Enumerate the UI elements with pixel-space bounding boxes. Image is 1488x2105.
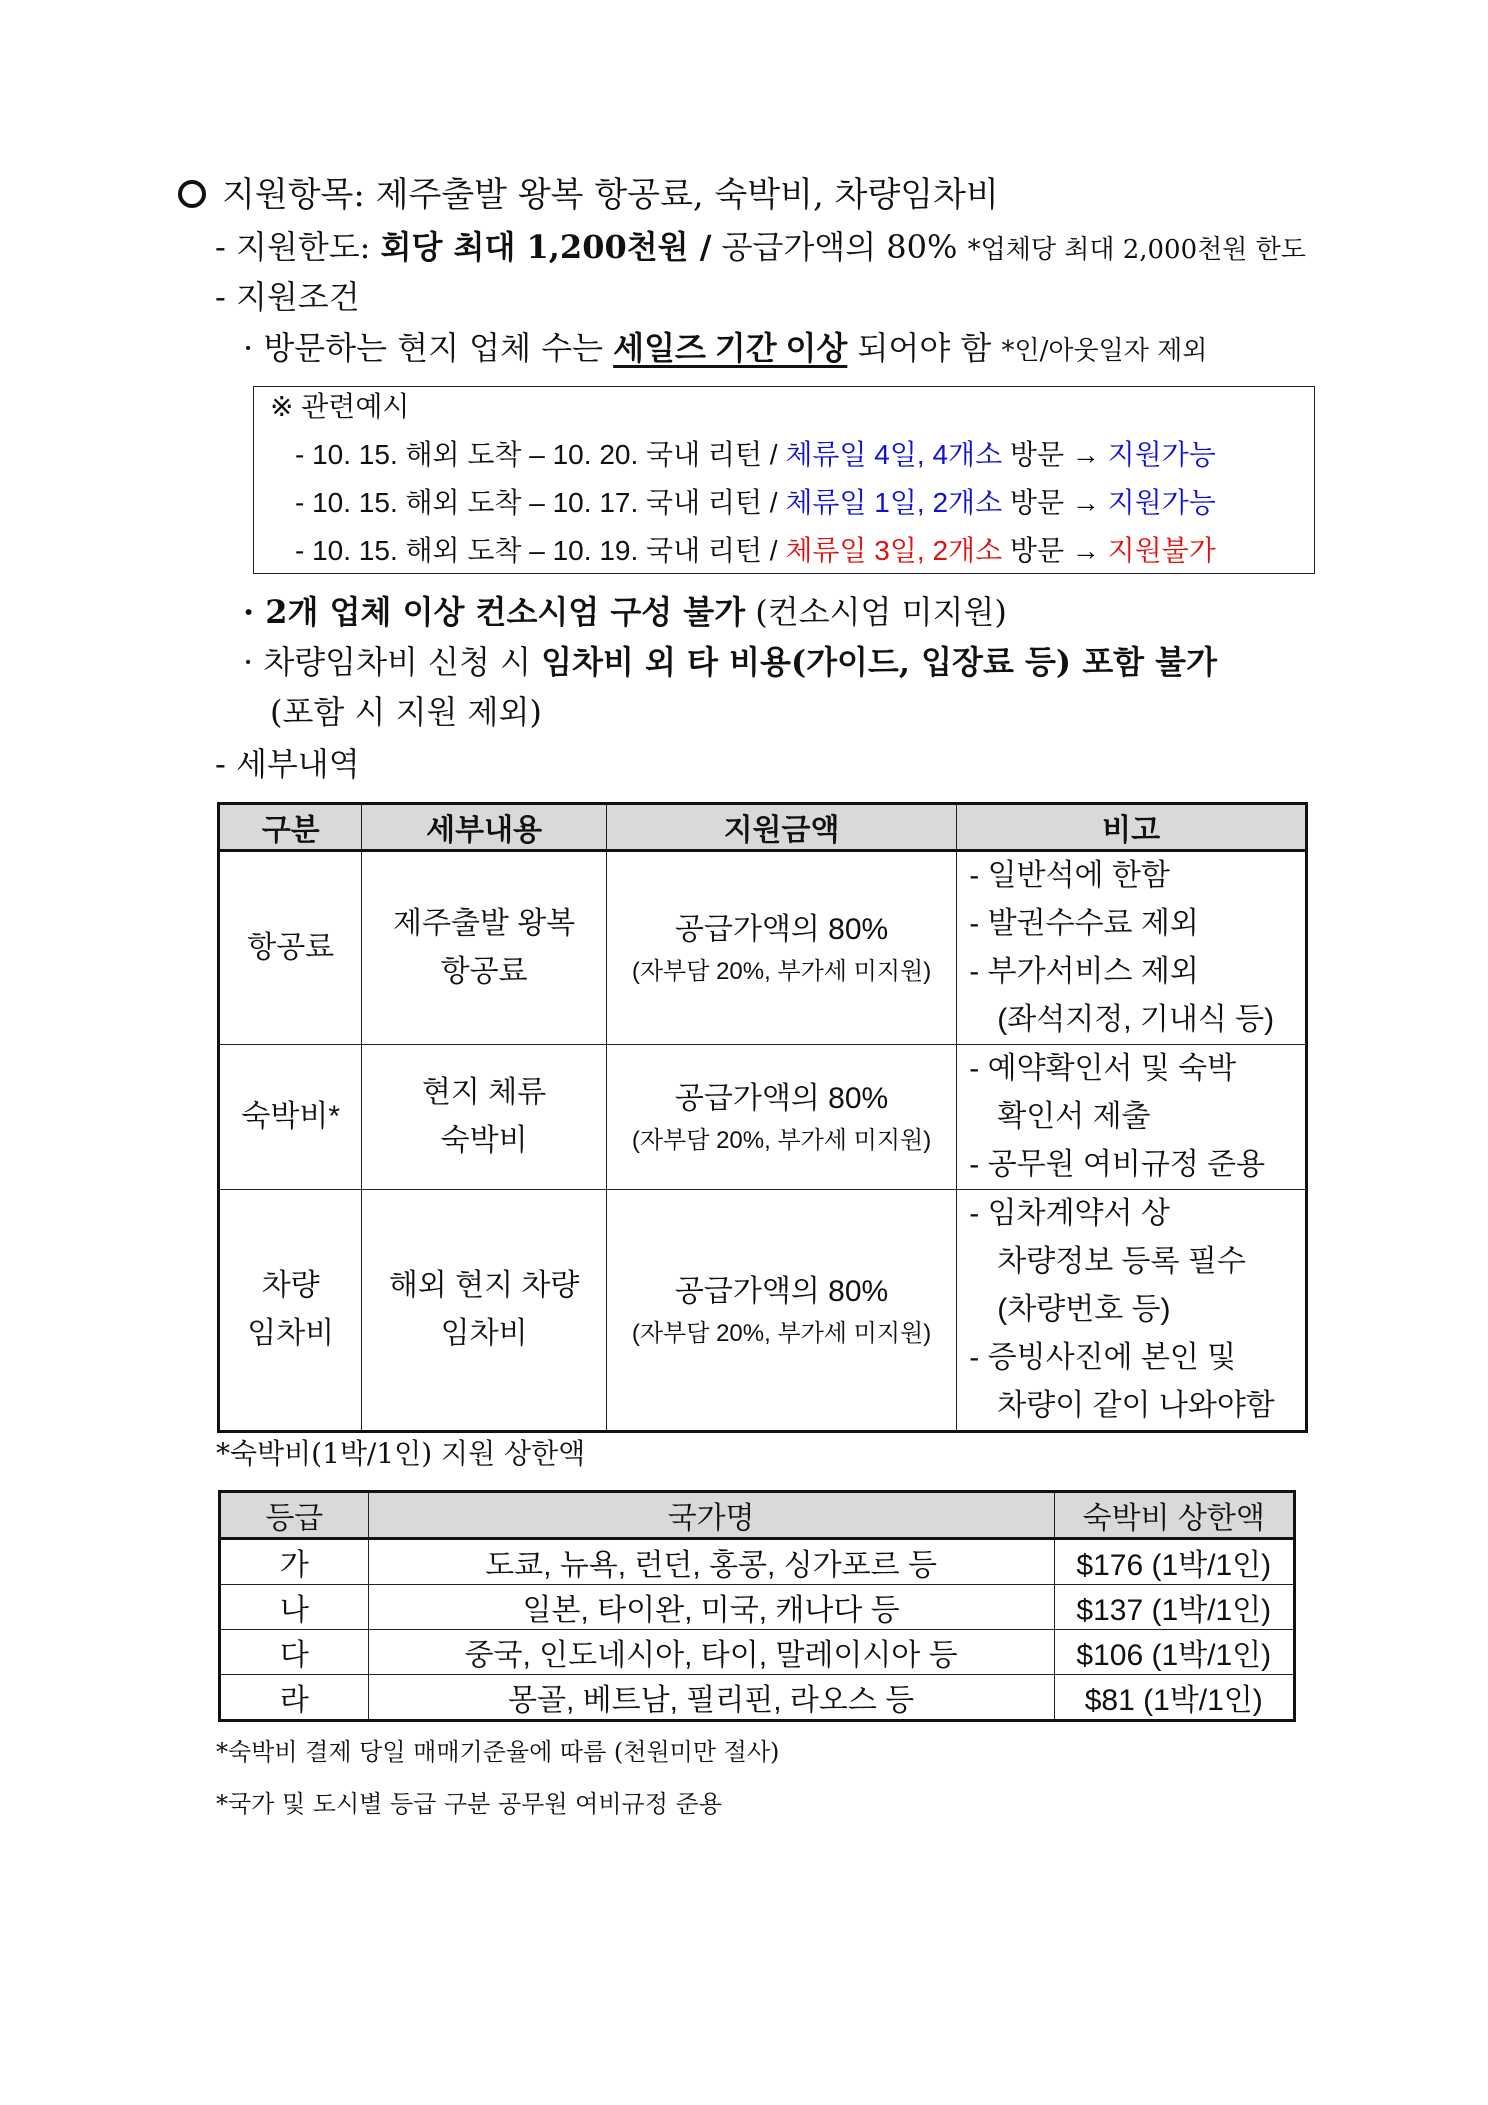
detail-cell: 해외 현지 차량 임차비 [362, 1190, 606, 1432]
category-cell: 차량 임차비 [219, 1190, 362, 1432]
vehicle-rule: · 차량임차비 신청 시 임차비 외 타 비용(가이드, 입장료 등) 포함 불가 [243, 643, 1217, 681]
countries-cell: 몽골, 베트남, 필리핀, 라오스 등 [368, 1675, 1054, 1721]
category-cell: 숙박비* [219, 1045, 362, 1190]
example-item: - 10. 15. 해외 도착 – 10. 19. 국내 리턴 / 체류일 3일, 2개소 방문 → 지원불가 [295, 535, 1216, 566]
grade-cell: 라 [220, 1675, 369, 1721]
header-amount: 지원금액 [606, 804, 957, 851]
table-row [220, 1539, 1295, 1585]
hollow-circle-bullet-icon [178, 180, 206, 208]
amount-cell: 공급가액의 80% (자부담 20%, 부가세 미지원) [606, 1190, 957, 1432]
details-table [217, 802, 1308, 1433]
table-header-row [219, 804, 1307, 851]
lodging-caption: *숙박비(1박/1인) 지원 상한액 [216, 1437, 586, 1470]
header-countries: 국가명 [368, 1492, 1054, 1539]
header-detail: 세부내용 [362, 804, 606, 851]
table-row [219, 1190, 1307, 1432]
lodging-limit-table [218, 1490, 1296, 1722]
visit-rule-line: · 방문하는 현지 업체 수는 세일즈 기간 이상 되어야 함 *인/아웃일자 제외 [243, 329, 1208, 367]
detail-cell: 현지 체류 숙박비 [362, 1045, 606, 1190]
grade-cell: 나 [220, 1585, 369, 1630]
support-limit-line: - 지원한도: 회당 최대 1,200천원 / 공급가액의 80% *업체당 최대 2,000천원 한도 [215, 228, 1306, 266]
grade-cell: 다 [220, 1630, 369, 1675]
header-category: 구분 [219, 804, 362, 851]
vehicle-rule-line2: (포함 시 지원 제외) [270, 693, 542, 731]
header-notes: 비고 [957, 804, 1307, 851]
details-label: - 세부내역 [215, 745, 360, 783]
table-row [219, 851, 1307, 1045]
section-heading: 지원항목: 제주출발 왕복 항공료, 숙박비, 차량임차비 [178, 178, 999, 212]
notes-cell: - 임차계약서 상 차량정보 등록 필수 (차량번호 등) - 증빙사진에 본인 및 차량이 같이 나와야함 [957, 1190, 1307, 1432]
countries-cell: 중국, 인도네시아, 타이, 말레이시아 등 [368, 1630, 1054, 1675]
table-row [220, 1630, 1295, 1675]
countries-cell: 일본, 타이완, 미국, 캐나다 등 [368, 1585, 1054, 1630]
limit-cell: $106 (1박/1인) [1054, 1630, 1294, 1675]
countries-cell: 도쿄, 뉴욕, 런던, 홍콩, 싱가포르 등 [368, 1539, 1054, 1585]
amount-cell: 공급가액의 80% (자부담 20%, 부가세 미지원) [606, 851, 957, 1045]
consortium-rule: · 2개 업체 이상 컨소시엄 구성 불가 (컨소시엄 미지원) [243, 593, 1007, 631]
footnote: *숙박비 결제 당일 매매기준율에 따름 (천원미만 절사) [216, 1738, 780, 1766]
detail-cell: 제주출발 왕복 항공료 [362, 851, 606, 1045]
conditions-label: - 지원조건 [215, 278, 360, 316]
table-header-row [220, 1492, 1295, 1539]
header-limit: 숙박비 상한액 [1054, 1492, 1294, 1539]
limit-cell: $137 (1박/1인) [1054, 1585, 1294, 1630]
footnote: *국가 및 도시별 등급 구분 공무원 여비규정 준용 [216, 1790, 722, 1818]
table-row [220, 1675, 1295, 1721]
grade-cell: 가 [220, 1539, 369, 1585]
table-row [220, 1585, 1295, 1630]
limit-cell: $81 (1박/1인) [1054, 1675, 1294, 1721]
example-item: - 10. 15. 해외 도착 – 10. 20. 국내 리턴 / 체류일 4일, 4개소 방문 → 지원가능 [295, 439, 1216, 470]
notes-cell: - 예약확인서 및 숙박 확인서 제출 - 공무원 여비규정 준용 [957, 1045, 1307, 1190]
example-item: - 10. 15. 해외 도착 – 10. 17. 국내 리턴 / 체류일 1일, 2개소 방문 → 지원가능 [295, 487, 1216, 518]
example-box-title: ※ 관련예시 [270, 391, 410, 422]
limit-cell: $176 (1박/1인) [1054, 1539, 1294, 1585]
table-row [219, 1045, 1307, 1190]
header-grade: 등급 [220, 1492, 369, 1539]
notes-cell: - 일반석에 한함 - 발권수수료 제외 - 부가서비스 제외 (좌석지정, 기내식 등) [957, 851, 1307, 1045]
category-cell: 항공료 [219, 851, 362, 1045]
amount-cell: 공급가액의 80% (자부담 20%, 부가세 미지원) [606, 1045, 957, 1190]
